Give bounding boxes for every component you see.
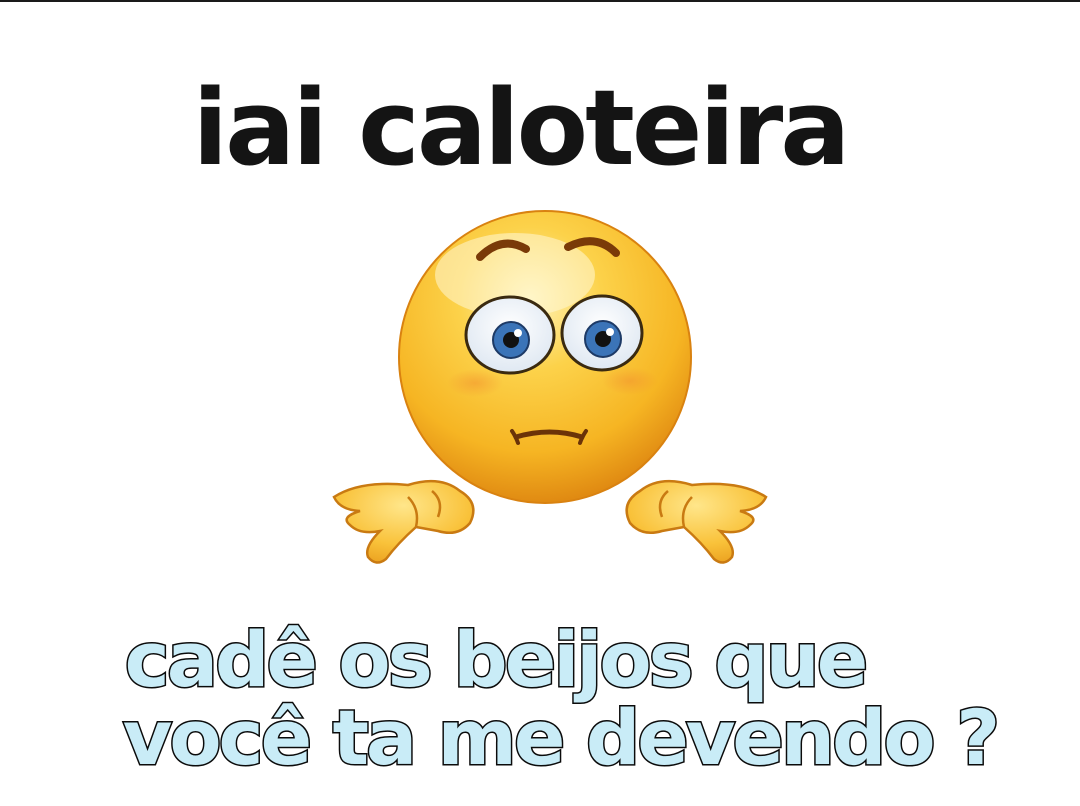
caption-line-2: você ta me devendo ?: [122, 693, 998, 782]
top-border: [0, 0, 1080, 2]
left-hand: [334, 481, 473, 562]
right-hand: [627, 481, 766, 562]
caption-line-1: cadê os beijos que: [124, 615, 866, 704]
headline-text: iai caloteira: [192, 67, 848, 189]
shrugging-emoji-icon: [320, 205, 780, 575]
